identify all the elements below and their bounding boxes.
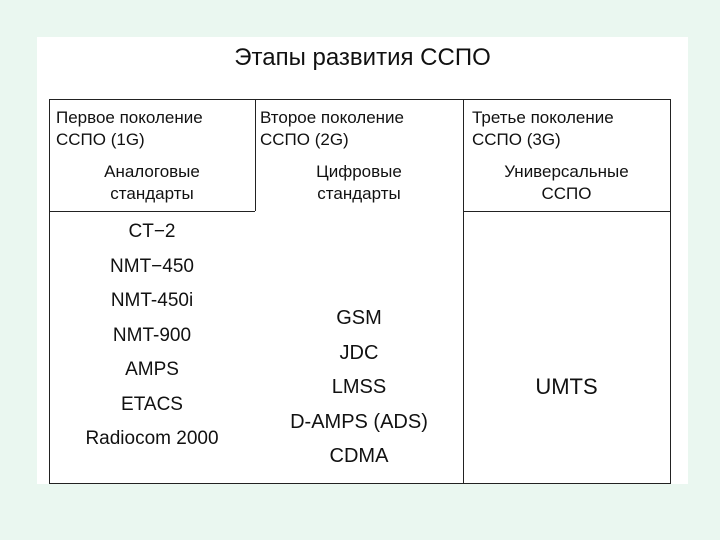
- table-border-top: [49, 99, 671, 100]
- subheader-line: ССПО: [541, 184, 592, 203]
- list-item: CT−2: [128, 221, 176, 242]
- list-item: Radiocom 2000: [85, 428, 219, 449]
- list-item: GSM: [336, 307, 382, 329]
- subheader-line: Аналоговые: [104, 162, 200, 181]
- slide: [37, 37, 688, 484]
- list-item: D-AMPS (ADS): [290, 410, 428, 433]
- list-item: UMTS: [535, 374, 598, 399]
- subheader-universal: [463, 161, 670, 205]
- list-item: NMT-900: [112, 324, 192, 346]
- standards-list-3g: [463, 374, 670, 400]
- row-divider-col1: [49, 211, 255, 212]
- column-divider-2: [463, 99, 464, 483]
- header-line: ССПО (1G): [56, 130, 145, 149]
- row-divider-col3: [463, 211, 670, 212]
- subheader-analog: [49, 161, 255, 205]
- standards-list-1g: [49, 215, 255, 457]
- subheader-line: стандарты: [317, 184, 401, 203]
- subheader-line: Цифровые: [316, 162, 402, 181]
- list-item: AMPS: [125, 359, 179, 380]
- column-header-1g: [56, 107, 254, 151]
- header-line: Третье поколение: [472, 108, 614, 127]
- list-item: NMT-450i: [110, 290, 194, 311]
- slide-title: Этапы развития ССПО: [234, 44, 491, 71]
- table-border-right: [670, 99, 671, 483]
- column-header-3g: [472, 107, 668, 151]
- table-border-bottom: [49, 483, 671, 484]
- subheader-digital: [255, 161, 463, 205]
- list-item: CDMA: [329, 445, 389, 467]
- subheader-line: стандарты: [110, 184, 194, 203]
- header-line: ССПО (2G): [260, 130, 349, 149]
- column-header-2g: [260, 107, 460, 151]
- list-item: JDC: [339, 341, 379, 364]
- generations-table: [49, 99, 671, 483]
- header-line: Второе поколение: [260, 108, 404, 127]
- list-item: ETACS: [121, 393, 183, 415]
- standards-list-2g: [255, 301, 463, 474]
- list-item: LMSS: [331, 376, 387, 398]
- header-line: Первое поколение: [56, 108, 203, 127]
- header-line: ССПО (3G): [472, 130, 561, 149]
- list-item: NMT−450: [110, 255, 194, 277]
- subheader-line: Универсальные: [504, 162, 629, 181]
